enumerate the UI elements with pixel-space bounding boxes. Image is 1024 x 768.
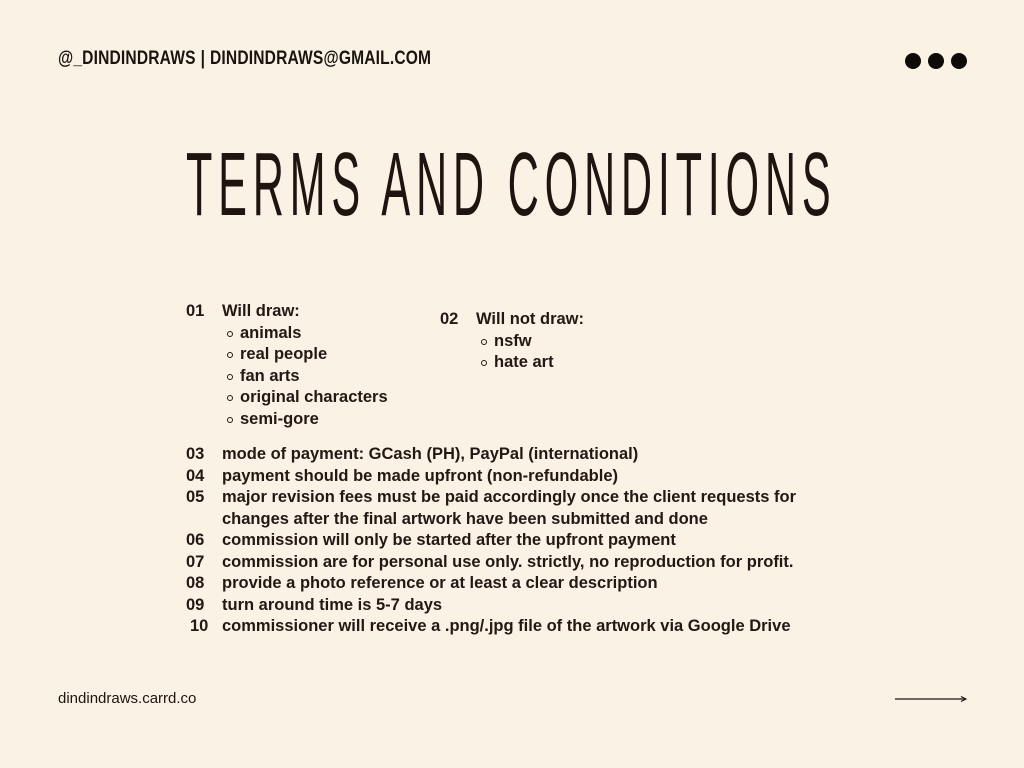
- item-text-line: major revision fees must be paid accordingly once the client requests for: [222, 488, 796, 506]
- item-number: 01: [186, 302, 205, 320]
- item-label: Will draw:: [222, 302, 300, 320]
- item-number: 06: [186, 531, 205, 549]
- list-item: [186, 487, 796, 530]
- item-number: 08: [186, 574, 205, 592]
- item-number: 10: [190, 617, 209, 635]
- will-not-draw-list: [440, 331, 584, 374]
- item-text: [222, 487, 796, 530]
- will-not-draw-section: [440, 309, 584, 374]
- item-text: commissioner will receive a .png/.jpg file of the artwork via Google Drive: [222, 617, 791, 635]
- item-text: turn around time is 5-7 days: [222, 595, 443, 614]
- list-item: [186, 595, 796, 617]
- item-number: 07: [186, 552, 205, 571]
- item-text: mode of payment: GCash (PH), PayPal (international): [222, 445, 639, 463]
- dot-icon: [951, 53, 967, 69]
- list-item: [186, 573, 796, 595]
- list-item: hate art: [480, 352, 584, 374]
- item-text: commission will only be started after the upfront payment: [222, 531, 676, 549]
- item-label: Will not draw:: [476, 310, 585, 328]
- list-item: [440, 309, 584, 331]
- list-item: [186, 552, 796, 574]
- item-text: commission are for personal use only. strictly, no reproduction for profit.: [222, 552, 794, 571]
- list-item: original characters: [226, 387, 388, 409]
- will-draw-list: [186, 323, 388, 431]
- dot-icon: [928, 53, 944, 69]
- list-item: semi-gore: [226, 409, 388, 431]
- list-item: [186, 301, 388, 323]
- email-address: DINDINDRAWS@GMAIL.COM: [210, 48, 432, 69]
- header-separator: |: [200, 48, 206, 69]
- item-text: provide a photo reference or at least a clear description: [222, 574, 658, 592]
- dot-icon: [905, 53, 921, 69]
- item-number: 09: [186, 595, 205, 614]
- instagram-handle: @_DINDINDRAWS: [58, 48, 196, 69]
- list-item: [186, 466, 796, 488]
- list-item: fan arts: [226, 366, 388, 388]
- item-text: payment should be made upfront (non-refundable): [222, 466, 618, 485]
- list-item: [186, 530, 796, 552]
- item-number: 04: [186, 466, 205, 485]
- item-number: 03: [186, 445, 205, 463]
- page-title: TERMS AND CONDITIONS: [186, 135, 837, 235]
- list-item: [186, 616, 796, 638]
- right-arrow-icon[interactable]: [895, 692, 967, 706]
- contact-header: [58, 48, 431, 70]
- list-item: nsfw: [480, 331, 584, 353]
- terms-list: [186, 444, 796, 638]
- site-link[interactable]: dindindraws.carrd.co: [58, 690, 197, 707]
- item-number: 05: [186, 488, 205, 506]
- item-number: 02: [440, 310, 459, 328]
- item-text-line: changes after the final artwork have been submitted and done: [222, 509, 708, 528]
- will-draw-section: [186, 301, 388, 430]
- list-item: [186, 444, 796, 466]
- list-item: real people: [226, 344, 388, 366]
- list-item: animals: [226, 323, 388, 345]
- three-dots-icon[interactable]: [905, 53, 967, 69]
